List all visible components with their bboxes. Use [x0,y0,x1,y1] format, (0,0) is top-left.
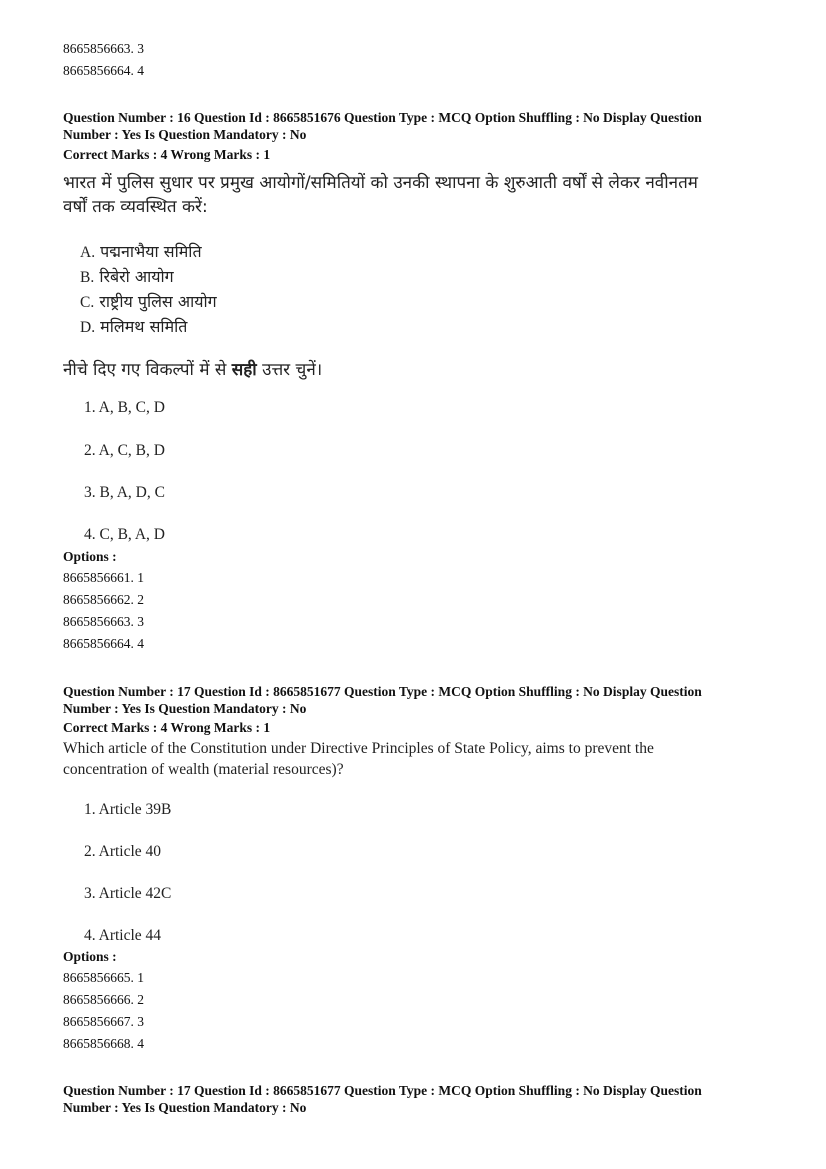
option-id: 8665856664. [63,63,134,78]
item-text: पद्मनाभैया समिति [100,242,202,261]
option-id: 8665856666. [63,992,134,1007]
q17-choice-2: 2. Article 40 [84,843,162,860]
option-number: 4 [137,63,144,78]
q17-question-line2: concentration of wealth (material resources)? [63,761,344,778]
option-id: 8665856668. [63,1036,134,1051]
q16-choice-1: 1. A, B, C, D [84,399,165,416]
option-line [63,1036,144,1052]
option-number: 3 [137,41,144,56]
q17-choice-3: 3. Article 42C [84,885,172,902]
option-id: 8665856664. [63,636,134,651]
q17-header-line2: Number : Yes Is Question Mandatory : No [63,701,307,716]
instruction-bold: सही [231,360,257,380]
q17-choice-1: 1. Article 39B [84,801,172,818]
option-id: 8665856665. [63,970,134,985]
option-number: 1 [137,570,144,585]
q16-choice-3: 3. B, A, D, C [84,484,165,501]
q17-marks: Correct Marks : 4 Wrong Marks : 1 [63,720,271,735]
option-id: 8665856667. [63,1014,134,1029]
q17-question-line1: Which article of the Constitution under Directive Principles of State Policy, aims to prevent the [63,740,654,757]
item-label: A. [80,244,96,261]
item-label: D. [80,319,96,336]
item-text: मलिमथ समिति [100,317,188,336]
q17-header-line1: Question Number : 17 Question Id : 8665851677 Question Type : MCQ Option Shuffling : No Display Question [63,684,702,699]
option-id: 8665856661. [63,570,134,585]
q17-options-label: Options : [63,949,117,964]
option-line [63,992,144,1008]
item-text: रिबेरो आयोग [99,267,174,286]
option-line [63,614,144,630]
q16-question-line2: वर्षों तक व्यवस्थित करें: [63,197,208,217]
q16-instruction [63,357,322,380]
q17-choice-4: 4. Article 44 [84,927,162,944]
option-id: 8665856663. [63,614,134,629]
option-number: 4 [137,636,144,651]
q17-repeat-header-line2: Number : Yes Is Question Mandatory : No [63,1100,307,1115]
option-line [63,592,144,608]
option-line [63,970,144,986]
q16-item-a [80,240,202,262]
option-line [63,570,144,586]
q16-choice-2: 2. A, C, B, D [84,442,165,459]
item-text: राष्ट्रीय पुलिस आयोग [99,292,217,311]
option-number: 3 [137,1014,144,1029]
q16-header-line2: Number : Yes Is Question Mandatory : No [63,127,307,142]
item-label: B. [80,269,95,286]
item-label: C. [80,294,95,311]
option-number: 1 [137,970,144,985]
q16-header-line1: Question Number : 16 Question Id : 8665851676 Question Type : MCQ Option Shuffling : No Display Question [63,110,702,125]
option-id: 8665856662. [63,592,134,607]
option-line [63,1014,144,1030]
q16-question-line1: भारत में पुलिस सुधार पर प्रमुख आयोगों/समितियों को उनकी स्थापना के शुरुआती वर्षों से लेकर नवीनतम [63,173,698,193]
option-number: 3 [137,614,144,629]
option-line [63,63,144,79]
q17-repeat-header-line1: Question Number : 17 Question Id : 8665851677 Question Type : MCQ Option Shuffling : No Display Question [63,1083,702,1098]
option-number: 4 [137,1036,144,1051]
option-line [63,636,144,652]
instruction-pre: नीचे दिए गए विकल्पों में से [63,360,232,380]
q16-options-label: Options : [63,549,117,564]
option-id: 8665856663. [63,41,134,56]
option-line [63,41,144,57]
instruction-post: उत्तर चुनें। [256,360,323,380]
q16-item-d [80,315,187,337]
q16-choice-4: 4. C, B, A, D [84,526,165,543]
option-number: 2 [137,592,144,607]
option-number: 2 [137,992,144,1007]
q16-item-b [80,265,174,287]
q16-marks: Correct Marks : 4 Wrong Marks : 1 [63,147,271,162]
q16-item-c [80,290,217,312]
